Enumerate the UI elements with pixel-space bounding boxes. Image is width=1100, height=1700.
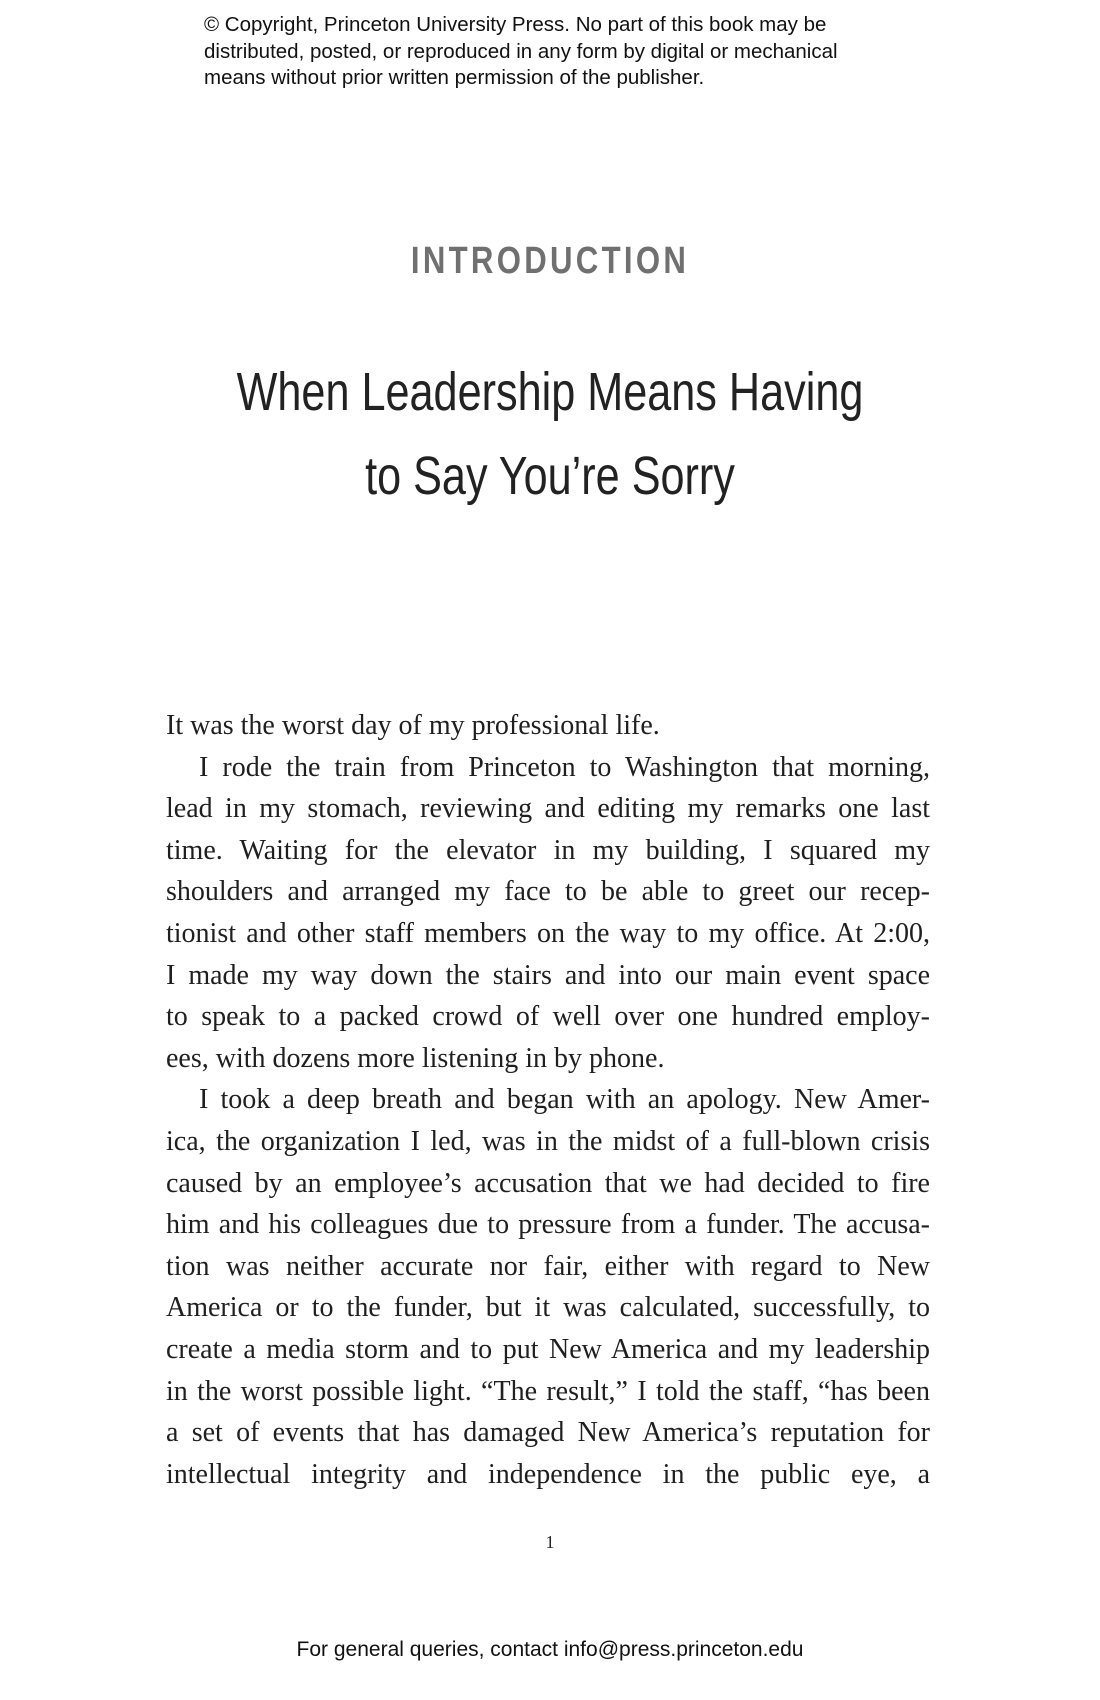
body-text [166,705,930,1495]
text-line: America or to the funder, but it was calculated, successfully, to [166,1292,930,1324]
text-line: tionist and other staff members on the way to my office. At 2:00, [166,917,930,949]
text-line: ica, the organization I led, was in the midst of a full-blown crisis [166,1125,930,1157]
text-line: I took a deep breath and began with an apology. New Amer- [199,1084,930,1116]
text-line: I rode the train from Princeton to Washington that morning, [199,751,930,783]
text-line: I made my way down the stairs and into our main event space [166,959,930,991]
footer-contact: For general queries, contact info@press.princeton.edu [296,1638,804,1661]
text-line: create a media storm and to put New America and my leadership [166,1333,930,1365]
chapter-label: INTRODUCTION [410,240,690,282]
text-line: intellectual integrity and independence in the public eye, a [166,1458,930,1490]
text-line: to speak to a packed crowd of well over one hundred employ- [166,1001,930,1033]
text-line: time. Waiting for the elevator in my building, I squared my [166,834,930,866]
text-line: him and his colleagues due to pressure from a funder. The accusa- [166,1209,930,1241]
chapter-title-line: to Say You’re Sorry [365,446,735,506]
chapter-title [110,350,990,518]
text-line: in the worst possible light. “The result,” I told the staff, “has been [166,1375,930,1407]
text-line: a set of events that has damaged New America’s reputation for [166,1417,930,1449]
chapter-title-line: When Leadership Means Having [236,362,864,422]
text-line: shoulders and arranged my face to be able to greet our recep- [166,876,930,908]
page-number: 1 [545,1532,555,1552]
copyright-line: distributed, posted, or reproduced in any form by digital or mechanical [204,39,838,63]
text-line: ees, with dozens more listening in by phone. [166,1042,665,1074]
copyright-notice [204,12,924,92]
text-line: tion was neither accurate nor fair, either with regard to New [166,1250,930,1282]
text-line: lead in my stomach, reviewing and editing my remarks one last [166,793,930,825]
copyright-line: © Copyright, Princeton University Press. No part of this book may be [204,13,827,36]
text-line: It was the worst day of my professional life. [166,710,660,741]
copyright-line: means without prior written permission of the publisher. [204,66,705,89]
text-line: caused by an employee’s accusation that we had decided to fire [166,1167,930,1199]
